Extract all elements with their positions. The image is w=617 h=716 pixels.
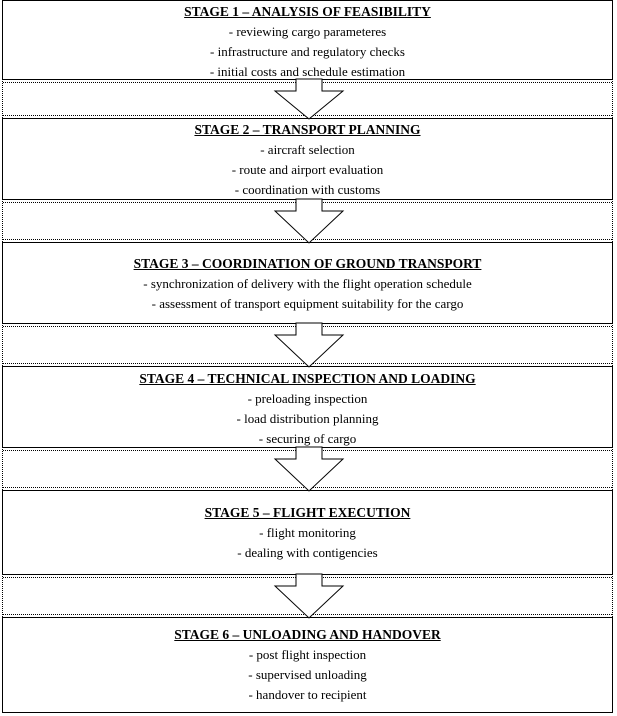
stage-6-box <box>2 617 613 713</box>
down-arrow-icon-2 <box>274 198 344 244</box>
stage-4-item-1: - preloading inspection <box>247 391 368 406</box>
down-arrow-icon-5 <box>274 573 344 619</box>
stage-4-item-3: - securing of cargo <box>258 431 357 446</box>
stage-1-item-3: - initial costs and schedule estimation <box>209 64 406 79</box>
stage-3-box <box>2 242 613 324</box>
stage-1-item-1: - reviewing cargo parameteres <box>228 24 387 39</box>
stage-4-item-2: - load distribution planning <box>236 411 379 426</box>
stage-3-item-1: - synchronization of delivery with the flight operation schedule <box>143 276 472 291</box>
stage-6-item-1: - post flight inspection <box>248 647 367 662</box>
down-arrow-icon-4 <box>274 446 344 492</box>
stage-2-item-1: - aircraft selection <box>260 142 355 157</box>
down-arrow-icon-3 <box>274 322 344 368</box>
stage-3-title: STAGE 3 – COORDINATION OF GROUND TRANSPORT <box>133 256 482 271</box>
stage-4-box <box>2 366 613 448</box>
down-arrow-icon-1 <box>274 78 344 120</box>
stage-2-item-3: - coordination with customs <box>234 182 381 197</box>
stage-4-title: STAGE 4 – TECHNICAL INSPECTION AND LOADING <box>139 371 476 386</box>
stage-1-box <box>2 0 613 80</box>
stage-5-item-1: - flight monitoring <box>259 525 356 540</box>
stage-5-title: STAGE 5 – FLIGHT EXECUTION <box>204 505 411 520</box>
stage-6-item-3: - handover to recipient <box>248 687 367 702</box>
stage-1-title: STAGE 1 – ANALYSIS OF FEASIBILITY <box>184 4 431 19</box>
stage-1-item-2: - infrastructure and regulatory checks <box>210 44 405 59</box>
stage-6-item-2: - supervised unloading <box>248 667 367 682</box>
stage-3-item-2: - assessment of transport equipment suitability for the cargo <box>151 296 464 311</box>
stage-6-title: STAGE 6 – UNLOADING AND HANDOVER <box>174 627 441 642</box>
stage-2-item-2: - route and airport evaluation <box>231 162 384 177</box>
stage-2-box <box>2 118 613 200</box>
stage-2-title: STAGE 2 – TRANSPORT PLANNING <box>194 122 421 137</box>
stage-5-box <box>2 490 613 575</box>
stage-5-item-2: - dealing with contigencies <box>237 545 378 560</box>
